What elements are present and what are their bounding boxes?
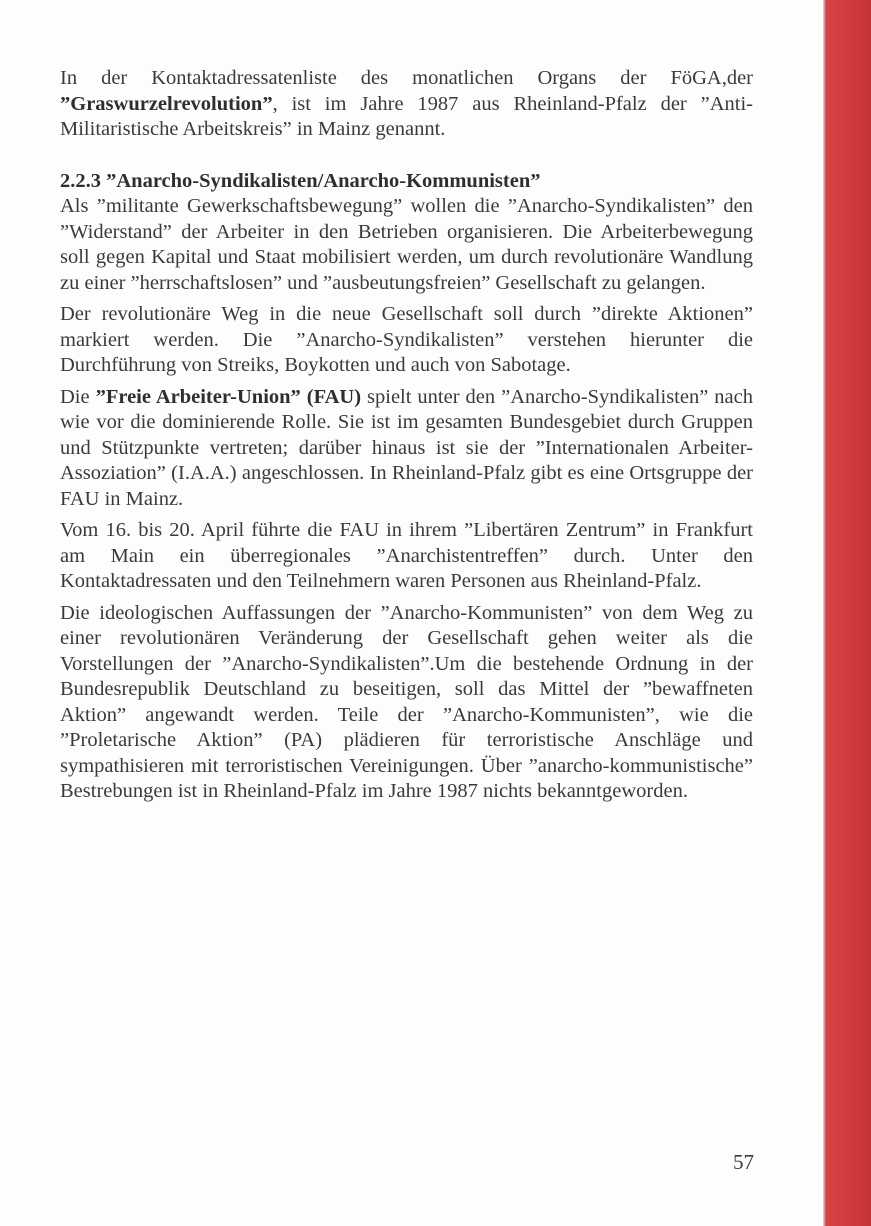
paragraph-5: Die ideologischen Auffassungen der ”Anarcho-Kommunisten” von dem Weg zu einer revolutionären Veränderung der Gesellschaft gehen weiter als die Vorstellungen der ”Anarcho-Syndikalisten”.Um die bestehende Ordnung in der Bundesrepublik Deutschland zu beseitigen, soll das Mittel der ”bewaffneten Aktion” angewandt werden. Teile der ”Anarcho-Kommunisten”, wie die ”Proletarische Aktion” (PA) plädieren für terroristische Anschläge und sympathisieren mit terroristischen Vereinigungen. Über ”anarcho-kommunistische” Bestrebungen ist in Rheinland-Pfalz im Jahre 1987 nichts bekanntgeworden. [60, 601, 753, 802]
paragraph-1: Als ”militante Gewerkschaftsbewegung” wollen die ”Anarcho-Syndikalisten” den ”Widerstand” der Arbeiter in den Betrieben organisieren. Die Arbeiterbewegung soll gegen Kapital und Staat mobilisiert werden, um durch revolutionäre Wandlung zu einer ”herrschaftslosen” und ”ausbeutungsfreien” Gesellschaft zu gelangen. [60, 195, 753, 294]
intro-bold-term: ”Graswurzelrevolution” [60, 92, 273, 115]
body-text [60, 66, 753, 811]
paragraph-3-text-2: spielt unter den ”Anarcho-Syndikalisten” nach wie vor die dominierende Rolle. Sie ist im gesamten Bundesgebiet durch Gruppen und Stützpunkte vertreten; darüber hinaus ist sie der ”Internationalen Arbeiter-Assoziation” (I.A.A.) angeschlossen. In Rheinland-Pfalz gibt es eine Ortsgruppe der FAU in Mainz. [60, 385, 753, 510]
section-heading: 2.2.3 ”Anarcho-Syndikalisten/Anarcho-Kommunisten” [60, 169, 541, 192]
intro-text-2: , ist im Jahre 1987 aus Rheinland-Pfalz der ”Anti-Militaristische Arbeitskreis” in Mainz genannt. [60, 92, 753, 140]
paragraph-2: Der revolutionäre Weg in die neue Gesellschaft soll durch ”direkte Aktionen” markiert werden. Die ”Anarcho-Syndikalisten” verstehen hierunter die Durchführung von Streiks, Boykotten und auch von Sabotage. [60, 303, 753, 376]
intro-text-1: In der Kontaktadressatenliste des monatlichen Organs der FöGA,der [60, 67, 753, 89]
paragraph-3 [60, 385, 753, 513]
red-page-edge [823, 0, 871, 1226]
page-number: 57 [733, 1150, 754, 1174]
intro-paragraph [60, 66, 753, 143]
paragraph-3-bold-term: ”Freie Arbeiter-Union” (FAU) [95, 385, 362, 408]
paragraph-4: Vom 16. bis 20. April führte die FAU in ihrem ”Libertären Zentrum” in Frankfurt am Main ein überregionales ”Anarchistentreffen” durch. Unter den Kontaktadressaten und den Teilnehmern waren Personen aus Rheinland-Pfalz. [60, 519, 753, 592]
paragraph-3-text-1: Die [60, 385, 96, 408]
